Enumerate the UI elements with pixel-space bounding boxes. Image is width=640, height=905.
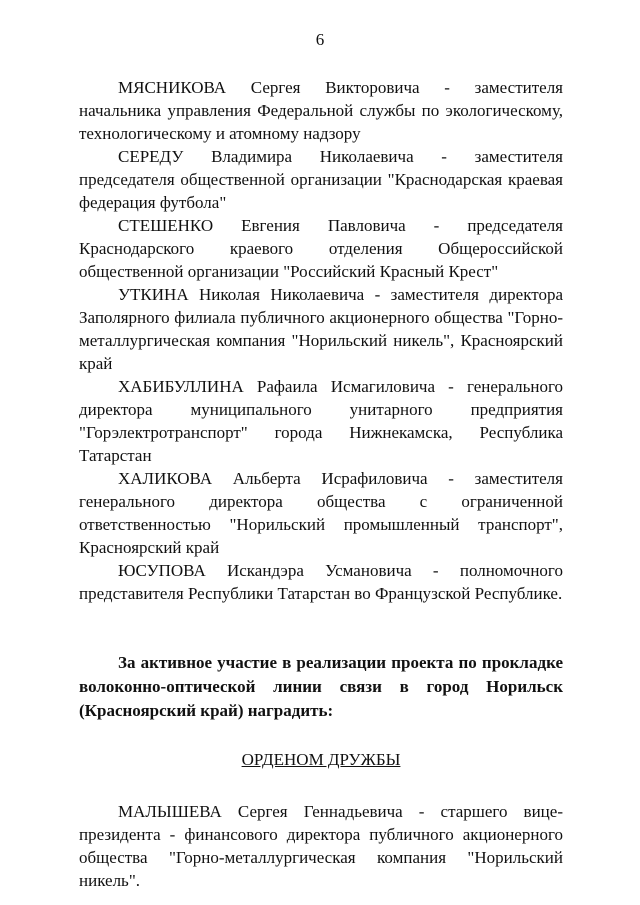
- award-intro: За активное участие в реализации проекта по прокладке волоконно-оптической линии связи в город Норильск (Красноярский край) наградить:: [79, 653, 563, 720]
- list-item: ХАЛИКОВА Альберта Исрафиловича - заместителя генерального директора общества с ограниченной ответственностью "Норильский промышленный транспорт", Красноярский край: [79, 469, 563, 557]
- list-item: СТЕШЕНКО Евгения Павловича - председателя Краснодарского краевого отделения Общероссийской общественной организации "Российский Красный Крест": [79, 216, 563, 281]
- award-recipient: МАЛЫШЕВА Сергея Геннадьевича - старшего вице-президента - финансового директора публичного акционерного общества "Горно-металлургическая компания "Норильский никель".: [79, 802, 563, 890]
- document-body: [79, 76, 563, 892]
- list-item: СЕРЕДУ Владимира Николаевича - заместителя председателя общественной организации "Краснодарская краевая федерация футбола": [79, 147, 563, 212]
- page-number: 6: [315, 30, 325, 49]
- list-item: ХАБИБУЛЛИНА Рафаила Исмагиловича - генерального директора муниципального унитарного предприятия "Горэлектротранспорт" города Нижнекамска, Республика Татарстан: [79, 377, 563, 465]
- order-title: ОРДЕНОМ ДРУЖБЫ: [241, 750, 401, 769]
- list-item: ЮСУПОВА Искандэра Усмановича - полномочного представителя Республики Татарстан во Французской Республике.: [79, 561, 563, 603]
- list-item: УТКИНА Николая Николаевича - заместителя директора Заполярного филиала публичного акционерного общества "Горно-металлургическая компания "Норильский никель", Красноярский край: [79, 285, 563, 373]
- list-item: МЯСНИКОВА Сергея Викторовича - заместителя начальника управления Федеральной службы по экологическому, технологическому и атомному надзору: [79, 78, 563, 143]
